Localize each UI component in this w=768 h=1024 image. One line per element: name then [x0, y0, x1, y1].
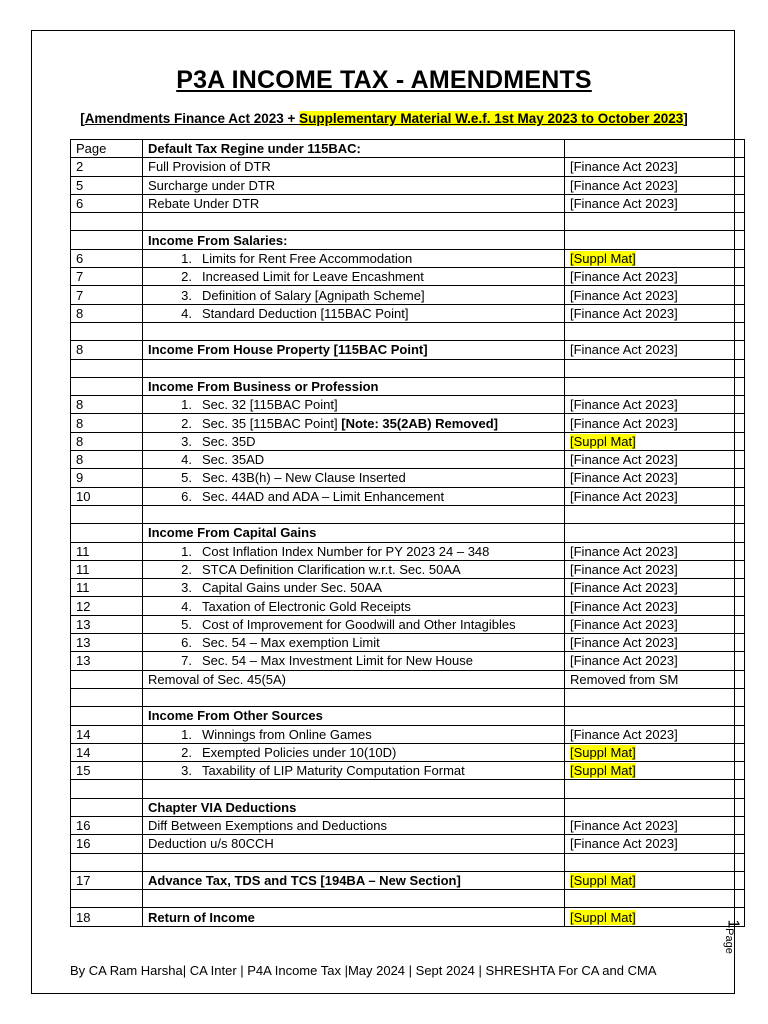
page-cell: [71, 670, 143, 688]
source-cell: [565, 176, 745, 194]
item-number: 4.: [181, 305, 192, 321]
source-cell: [565, 871, 745, 889]
source-cell: [565, 688, 745, 706]
table-row: [71, 268, 745, 286]
topic-cell: [143, 670, 565, 688]
source-cell: [565, 249, 745, 267]
item-number: 6.: [181, 488, 192, 504]
topic-text: Cost Inflation Index Number for PY 2023 24 – 348: [202, 543, 490, 559]
topic-text: Limits for Rent Free Accommodation: [202, 250, 413, 266]
source-cell: [565, 359, 745, 377]
topic-cell: [143, 268, 565, 286]
table-row: [71, 816, 745, 834]
topic-cell: [143, 798, 565, 816]
table-row: [71, 451, 745, 469]
topic-text: Sec. 35AD: [202, 452, 265, 468]
source-cell: [565, 432, 745, 450]
source-text: [Suppl Mat]: [570, 909, 636, 925]
document-subtitle: [0, 111, 768, 126]
table-row: [71, 780, 745, 798]
source-text: [Finance Act 2023]: [570, 269, 678, 285]
source-text: [Finance Act 2023]: [570, 598, 678, 614]
topic-text: Income From House Property [115BAC Point]: [148, 342, 428, 358]
page-cell: 11: [71, 579, 143, 597]
source-cell: [565, 268, 745, 286]
source-cell: [565, 542, 745, 560]
topic-text: Income From Capital Gains: [148, 525, 317, 541]
page-cell: 6: [71, 194, 143, 212]
page-cell: 8: [71, 414, 143, 432]
source-cell: [565, 414, 745, 432]
page-cell: [71, 524, 143, 542]
topic-cell: [143, 451, 565, 469]
topic-text: Cost of Improvement for Goodwill and Other Intagibles: [202, 616, 516, 632]
item-number: 3.: [181, 287, 192, 303]
table-row: [71, 524, 745, 542]
topic-cell: [143, 194, 565, 212]
page-cell: [71, 359, 143, 377]
table-row: [71, 158, 745, 176]
page-cell: [71, 231, 143, 249]
topic-cell: [143, 304, 565, 322]
topic-cell: [143, 890, 565, 908]
topic-text: Capital Gains under Sec. 50AA: [202, 580, 382, 596]
source-text: [Finance Act 2023]: [570, 159, 678, 175]
page-cell: [71, 213, 143, 231]
topic-cell: [143, 505, 565, 523]
page-cell: 2: [71, 158, 143, 176]
topic-cell: [143, 816, 565, 834]
page-number-marker: [718, 915, 748, 965]
table-row: [71, 542, 745, 560]
page-cell: [71, 377, 143, 395]
source-cell: [565, 798, 745, 816]
item-number: 5.: [181, 470, 192, 486]
page-cell: 8: [71, 432, 143, 450]
page-cell: 7: [71, 286, 143, 304]
source-cell: [565, 652, 745, 670]
topic-text: Chapter VIA Deductions: [148, 799, 297, 815]
topic-text: STCA Definition Clarification w.r.t. Sec. 50AA: [202, 561, 461, 577]
source-cell: [565, 762, 745, 780]
source-text: [Suppl Mat]: [570, 763, 636, 779]
topic-text: Removal of Sec. 45(5A): [148, 671, 287, 687]
topic-cell: [143, 597, 565, 615]
item-number: 6.: [181, 635, 192, 651]
topic-text: Income From Other Sources: [148, 708, 323, 724]
page-cell: [71, 890, 143, 908]
source-cell: [565, 780, 745, 798]
topic-cell: [143, 634, 565, 652]
topic-note: [Note: 35(2AB) Removed]: [341, 415, 498, 431]
page-cell: 6: [71, 249, 143, 267]
page-cell: 12: [71, 597, 143, 615]
table-row: [71, 835, 745, 853]
page-cell: 8: [71, 396, 143, 414]
topic-cell: [143, 231, 565, 249]
source-text: [Finance Act 2023]: [570, 196, 678, 212]
item-number: 4.: [181, 598, 192, 614]
topic-cell: [143, 780, 565, 798]
source-text: [Suppl Mat]: [570, 433, 636, 449]
page-cell: 14: [71, 725, 143, 743]
topic-cell: [143, 377, 565, 395]
topic-cell: [143, 615, 565, 633]
source-text: [Finance Act 2023]: [570, 580, 678, 596]
source-text: [Finance Act 2023]: [570, 635, 678, 651]
topic-text: Rebate Under DTR: [148, 196, 260, 212]
page-number: 1: [724, 919, 742, 929]
page-cell: 8: [71, 304, 143, 322]
source-text: [Finance Act 2023]: [570, 488, 678, 504]
source-text: Removed from SM: [570, 671, 679, 687]
topic-cell: [143, 743, 565, 761]
table-row: [71, 762, 745, 780]
topic-text: Full Provision of DTR: [148, 159, 271, 175]
item-number: 4.: [181, 452, 192, 468]
item-number: 7.: [181, 653, 192, 669]
topic-text: Winnings from Online Games: [202, 726, 372, 742]
topic-text: Definition of Salary [Agnipath Scheme]: [202, 287, 425, 303]
topic-cell: [143, 688, 565, 706]
topic-text: Sec. 54 – Max exemption Limit: [202, 635, 380, 651]
source-text: [Finance Act 2023]: [570, 818, 678, 834]
table-row: [71, 176, 745, 194]
table-row: [71, 597, 745, 615]
page-cell: [71, 505, 143, 523]
item-number: 3.: [181, 763, 192, 779]
topic-cell: [143, 487, 565, 505]
topic-text: Sec. 32 [115BAC Point]: [202, 397, 338, 413]
source-cell: [565, 322, 745, 340]
topic-cell: [143, 579, 565, 597]
table-row: [71, 359, 745, 377]
topic-text: Default Tax Regine under 115BAC:: [148, 141, 361, 157]
footer-text: By CA Ram Harsha| CA Inter | P4A Income Tax |May 2024 | Sept 2024 | SHRESHTA For CA and CMA: [70, 963, 657, 978]
source-cell: [565, 634, 745, 652]
topic-cell: [143, 396, 565, 414]
topic-cell: [143, 871, 565, 889]
source-cell: [565, 377, 745, 395]
page-cell: 14: [71, 743, 143, 761]
source-cell: [565, 140, 745, 158]
page-cell: 15: [71, 762, 143, 780]
table-row: [71, 853, 745, 871]
table-row: [71, 560, 745, 578]
topic-text: Increased Limit for Leave Encashment: [202, 269, 424, 285]
table-row: [71, 414, 745, 432]
table-row: [71, 304, 745, 322]
page-cell: 9: [71, 469, 143, 487]
page-cell: [71, 798, 143, 816]
topic-cell: [143, 652, 565, 670]
page-cell: 16: [71, 835, 143, 853]
item-number: 5.: [181, 616, 192, 632]
page-cell: 5: [71, 176, 143, 194]
source-cell: [565, 341, 745, 359]
table-row: [71, 487, 745, 505]
source-cell: [565, 560, 745, 578]
page-cell: 17: [71, 871, 143, 889]
table-row: [71, 213, 745, 231]
amendments-table: [70, 139, 745, 927]
page-cell: Page: [71, 140, 143, 158]
source-cell: [565, 505, 745, 523]
topic-text: Diff Between Exemptions and Deductions: [148, 818, 387, 834]
source-cell: [565, 725, 745, 743]
table-row: [71, 469, 745, 487]
topic-cell: [143, 341, 565, 359]
page-cell: [71, 707, 143, 725]
table-row: [71, 871, 745, 889]
topic-cell: [143, 469, 565, 487]
topic-cell: [143, 853, 565, 871]
topic-text: Sec. 43B(h) – New Clause Inserted: [202, 470, 406, 486]
topic-cell: [143, 707, 565, 725]
source-cell: [565, 231, 745, 249]
source-cell: [565, 451, 745, 469]
table-row: [71, 670, 745, 688]
topic-cell: [143, 542, 565, 560]
subtitle-open-bracket: [: [80, 111, 85, 126]
subtitle-part-2-highlighted: Supplementary Material W.e.f. 1st May 2023 to October 2023: [299, 111, 684, 126]
table-row: [71, 652, 745, 670]
source-text: [Finance Act 2023]: [570, 305, 678, 321]
source-cell: [565, 890, 745, 908]
topic-text: Deduction u/s 80CCH: [148, 836, 274, 852]
source-cell: [565, 487, 745, 505]
table-row: [71, 286, 745, 304]
page-cell: 13: [71, 615, 143, 633]
source-text: [Suppl Mat]: [570, 250, 636, 266]
topic-cell: [143, 524, 565, 542]
table-row: [71, 341, 745, 359]
table-row: [71, 743, 745, 761]
table-row: [71, 194, 745, 212]
table-row: [71, 231, 745, 249]
source-text: [Finance Act 2023]: [570, 177, 678, 193]
item-number: 2.: [181, 415, 192, 431]
source-text: [Suppl Mat]: [570, 744, 636, 760]
page-cell: [71, 688, 143, 706]
source-text: [Suppl Mat]: [570, 873, 636, 889]
item-number: 2.: [181, 744, 192, 760]
source-cell: [565, 615, 745, 633]
page-cell: 11: [71, 542, 143, 560]
table-row: [71, 396, 745, 414]
topic-text: Surcharge under DTR: [148, 177, 276, 193]
topic-cell: [143, 762, 565, 780]
item-number: 2.: [181, 561, 192, 577]
source-cell: [565, 597, 745, 615]
source-cell: [565, 286, 745, 304]
topic-cell: [143, 249, 565, 267]
topic-text: Advance Tax, TDS and TCS [194BA – New Section]: [148, 873, 461, 889]
source-cell: [565, 524, 745, 542]
source-text: [Finance Act 2023]: [570, 836, 678, 852]
topic-cell: [143, 140, 565, 158]
table-row: [71, 908, 745, 926]
page-cell: 7: [71, 268, 143, 286]
source-cell: [565, 707, 745, 725]
item-number: 2.: [181, 269, 192, 285]
document-title: P3A INCOME TAX - AMENDMENTS: [176, 66, 592, 94]
source-cell: [565, 743, 745, 761]
topic-cell: [143, 908, 565, 926]
table-row: [71, 140, 745, 158]
source-text: [Finance Act 2023]: [570, 342, 678, 358]
source-cell: [565, 469, 745, 487]
topic-text: Sec. 54 – Max Investment Limit for New House: [202, 653, 473, 669]
source-cell: [565, 835, 745, 853]
topic-cell: [143, 560, 565, 578]
source-cell: [565, 158, 745, 176]
item-number: 1.: [181, 397, 192, 413]
source-text: [Finance Act 2023]: [570, 452, 678, 468]
table-row: [71, 579, 745, 597]
topic-cell: [143, 213, 565, 231]
subtitle-close-bracket: ]: [683, 111, 688, 126]
table-row: [71, 615, 745, 633]
topic-cell: [143, 286, 565, 304]
topic-text: Return of Income: [148, 909, 255, 925]
page-cell: 11: [71, 560, 143, 578]
page-cell: 8: [71, 451, 143, 469]
topic-text: Exempted Policies under 10(10D): [202, 744, 397, 760]
source-cell: [565, 304, 745, 322]
source-text: [Finance Act 2023]: [570, 287, 678, 303]
topic-cell: [143, 158, 565, 176]
topic-text: Taxation of Electronic Gold Receipts: [202, 598, 411, 614]
subtitle-part-1: Amendments Finance Act 2023 +: [84, 111, 300, 126]
topic-cell: [143, 322, 565, 340]
topic-text: Standard Deduction [115BAC Point]: [202, 305, 409, 321]
table-row: [71, 688, 745, 706]
source-cell: [565, 670, 745, 688]
item-number: 1.: [181, 543, 192, 559]
topic-cell: [143, 414, 565, 432]
source-cell: [565, 194, 745, 212]
topic-text: Sec. 35D: [202, 433, 256, 449]
topic-cell: [143, 725, 565, 743]
table-row: [71, 634, 745, 652]
page-cell: [71, 780, 143, 798]
topic-text: Sec. 44AD and ADA – Limit Enhancement: [202, 488, 445, 504]
source-cell: [565, 816, 745, 834]
item-number: 1.: [181, 726, 192, 742]
table-row: [71, 798, 745, 816]
topic-cell: [143, 835, 565, 853]
table-row: [71, 707, 745, 725]
topic-text: Income From Salaries:: [148, 232, 288, 248]
topic-cell: [143, 176, 565, 194]
page-cell: 16: [71, 816, 143, 834]
source-cell: [565, 579, 745, 597]
table-row: [71, 249, 745, 267]
item-number: 3.: [181, 433, 192, 449]
table-row: [71, 505, 745, 523]
page-cell: [71, 853, 143, 871]
source-text: [Finance Act 2023]: [570, 653, 678, 669]
table-row: [71, 322, 745, 340]
page-cell: 8: [71, 341, 143, 359]
page-cell: 10: [71, 487, 143, 505]
item-number: 1.: [181, 250, 192, 266]
table-row: [71, 890, 745, 908]
topic-text: Income From Business or Profession: [148, 379, 379, 394]
table-row: [71, 432, 745, 450]
table-row: [71, 377, 745, 395]
item-number: 3.: [181, 580, 192, 596]
source-text: [Finance Act 2023]: [570, 397, 678, 413]
source-text: [Finance Act 2023]: [570, 543, 678, 559]
source-text: [Finance Act 2023]: [570, 616, 678, 632]
page-cell: 13: [71, 652, 143, 670]
topic-text: Sec. 35 [115BAC Point]: [202, 415, 342, 431]
source-text: [Finance Act 2023]: [570, 561, 678, 577]
source-text: [Finance Act 2023]: [570, 726, 678, 742]
source-cell: [565, 853, 745, 871]
source-cell: [565, 396, 745, 414]
source-cell: [565, 213, 745, 231]
table-row: [71, 725, 745, 743]
source-text: [Finance Act 2023]: [570, 470, 678, 486]
page-label: Page: [722, 928, 735, 954]
page-cell: [71, 322, 143, 340]
page-cell: 13: [71, 634, 143, 652]
topic-text: Taxability of LIP Maturity Computation Format: [202, 763, 465, 779]
topic-cell: [143, 359, 565, 377]
topic-cell: [143, 432, 565, 450]
page-cell: 18: [71, 908, 143, 926]
source-text: [Finance Act 2023]: [570, 415, 678, 431]
